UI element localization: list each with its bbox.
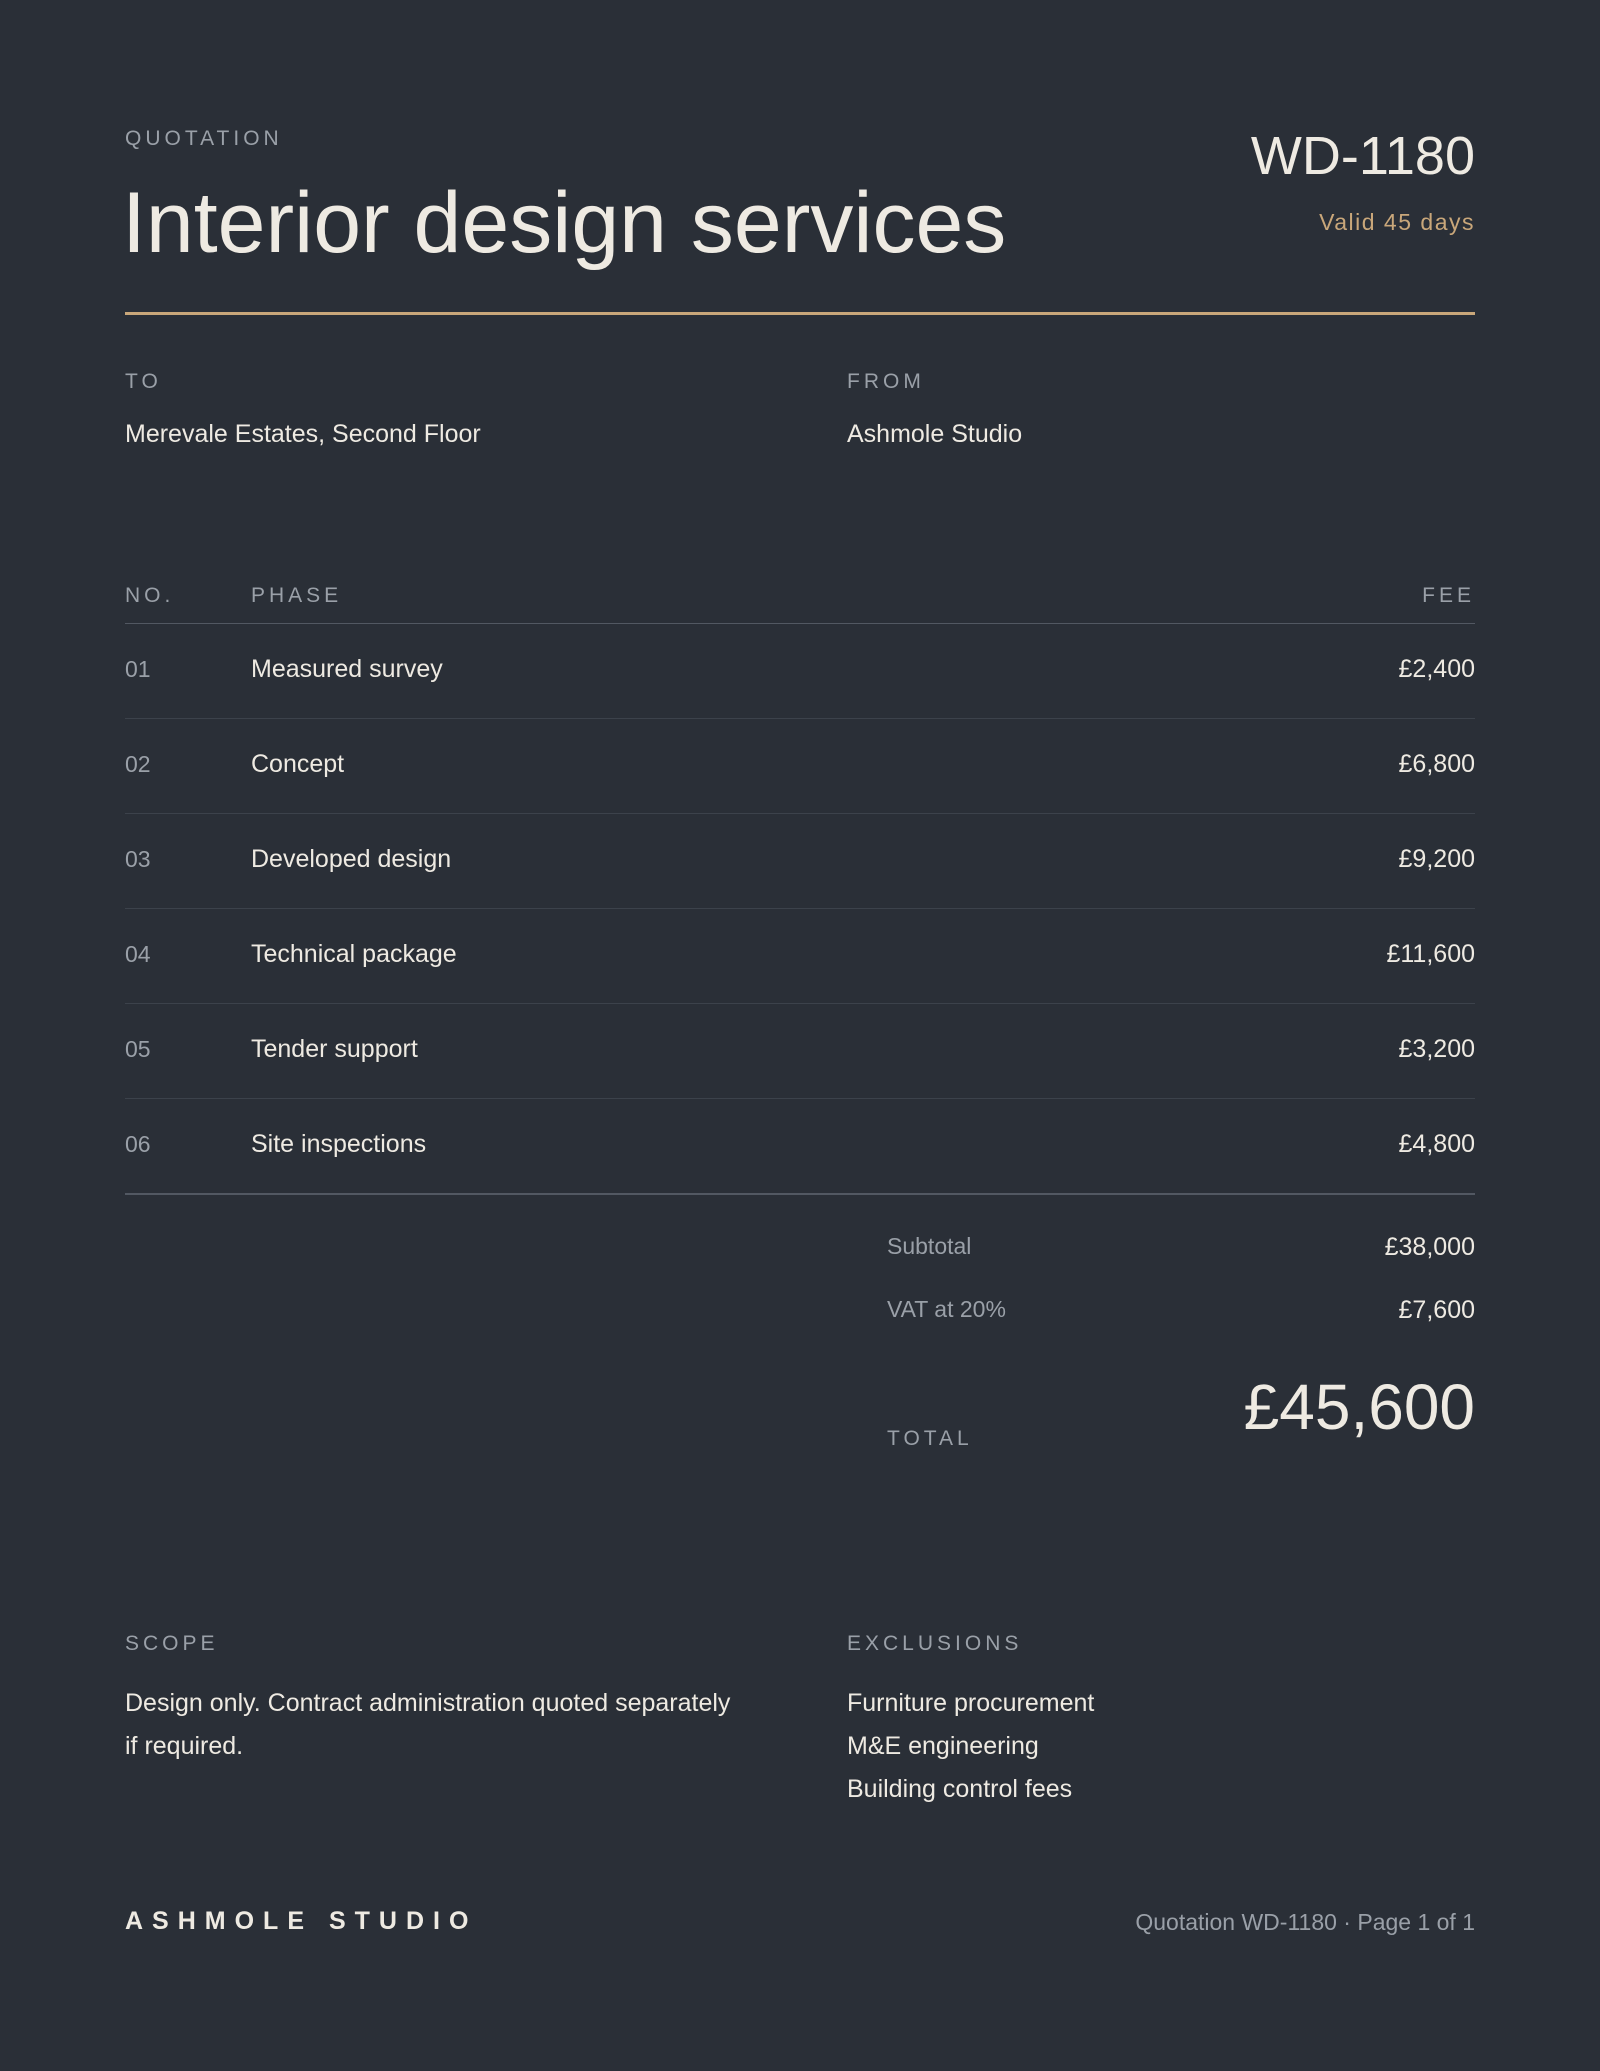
row-number: 05: [125, 1036, 151, 1062]
row-number: 01: [125, 656, 151, 682]
exclusions-label: EXCLUSIONS: [847, 1632, 1023, 1655]
subtotal-line: [887, 1225, 1475, 1265]
table-row: [125, 909, 1475, 1004]
row-fee: £3,200: [1398, 1035, 1475, 1063]
table-row: [125, 814, 1475, 909]
sender-block: [847, 370, 1487, 449]
row-number: 02: [125, 751, 151, 777]
from-value: Ashmole Studio: [847, 420, 1023, 448]
totals-block: [887, 1225, 1475, 1465]
row-phase: Site inspections: [251, 1130, 427, 1158]
scope-text: Design only. Contract administration quoted separately if required.: [125, 1689, 731, 1760]
to-label: TO: [125, 370, 162, 393]
document-title: Interior design services: [122, 175, 1007, 271]
scope-section: [125, 1632, 745, 1768]
vat-label: VAT at 20%: [887, 1296, 1006, 1322]
from-label: FROM: [847, 370, 925, 393]
total-label: TOTAL: [887, 1427, 973, 1450]
table-header: [125, 580, 1475, 624]
document-header: [122, 125, 1475, 315]
row-fee: £11,600: [1386, 940, 1475, 968]
row-phase: Tender support: [251, 1035, 418, 1063]
to-value: Merevale Estates, Second Floor: [125, 420, 481, 448]
row-number: 04: [125, 941, 151, 967]
row-number: 06: [125, 1131, 151, 1157]
exclusion-item: Building control fees: [847, 1775, 1073, 1803]
subtotal-label: Subtotal: [887, 1233, 972, 1259]
exclusion-item: M&E engineering: [847, 1732, 1039, 1760]
recipient-block: [125, 370, 765, 449]
document-type-label: QUOTATION: [125, 127, 283, 150]
vat-amount: £7,600: [1398, 1296, 1475, 1324]
table-row: [125, 1004, 1475, 1099]
quotation-document: [122, 0, 1475, 2071]
row-fee: £9,200: [1398, 845, 1475, 873]
validity-note: Valid 45 days: [1319, 209, 1475, 235]
table-row: [125, 624, 1475, 719]
exclusions-section: [847, 1632, 1467, 1811]
row-phase: Technical package: [251, 940, 457, 968]
footer-page-info: Quotation WD-1180 · Page 1 of 1: [1135, 1909, 1475, 1935]
fee-table: [125, 580, 1475, 1195]
grand-total-line: [887, 1371, 1475, 1455]
quotation-number: WD-1180: [1250, 126, 1475, 186]
column-header-fee: FEE: [1422, 584, 1475, 607]
table-row: [125, 719, 1475, 814]
header-divider: [125, 312, 1475, 315]
row-fee: £4,800: [1398, 1130, 1475, 1158]
column-header-no: NO.: [125, 584, 175, 607]
row-phase: Developed design: [251, 845, 452, 873]
table-row: [125, 1099, 1475, 1195]
exclusions-list: [847, 1682, 1467, 1811]
footer-brand: ASHMOLE STUDIO: [125, 1907, 478, 1935]
scope-label: SCOPE: [125, 1632, 219, 1655]
subtotal-amount: £38,000: [1384, 1233, 1475, 1261]
row-number: 03: [125, 846, 151, 872]
row-phase: Concept: [251, 750, 345, 778]
column-header-phase: PHASE: [251, 584, 343, 607]
vat-line: [887, 1288, 1475, 1328]
row-fee: £6,800: [1398, 750, 1475, 778]
total-amount: £45,600: [1243, 1371, 1475, 1443]
exclusion-item: Furniture procurement: [847, 1689, 1095, 1717]
row-fee: £2,400: [1398, 655, 1475, 683]
row-phase: Measured survey: [251, 655, 443, 683]
